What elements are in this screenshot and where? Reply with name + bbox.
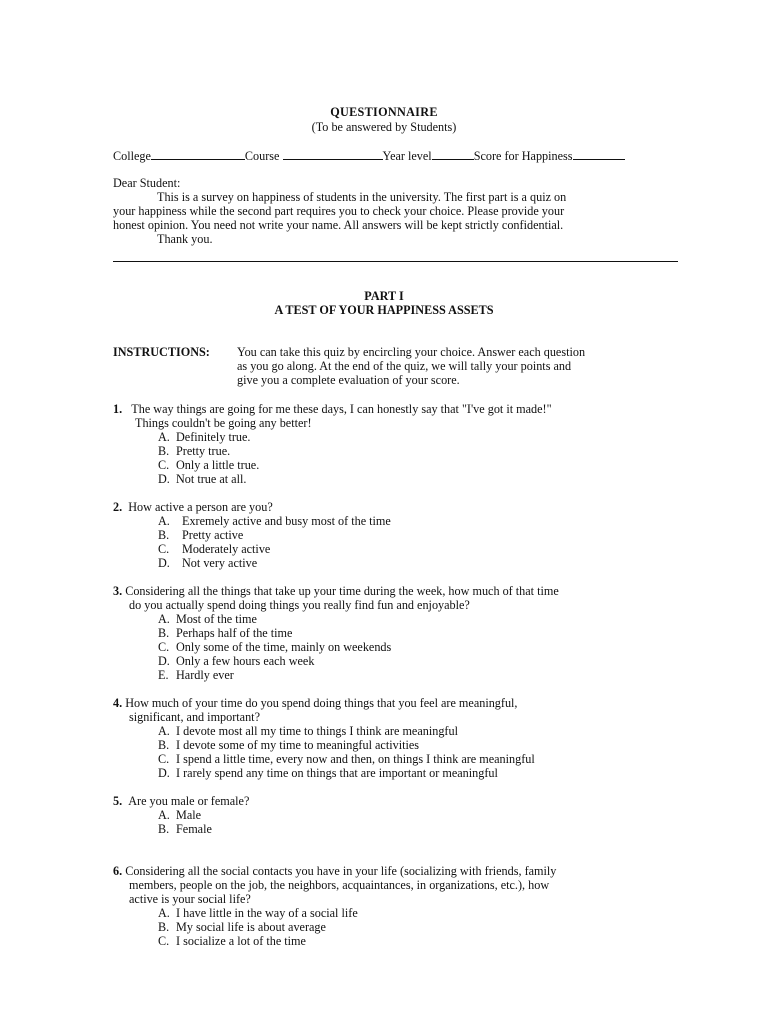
letter-salutation: Dear Student: [113, 176, 181, 190]
college-blank[interactable] [151, 148, 245, 160]
instructions-line: as you go along. At the end of the quiz, we will tally your points and [237, 359, 572, 373]
question-3 [113, 584, 678, 682]
question-text: Are you male or female? [128, 794, 250, 808]
answer-option[interactable]: D. I rarely spend any time on things that are important or meaningful [158, 766, 498, 780]
question-text: The way things are going for me these days, I can honestly say that "I've got it made!" [131, 402, 552, 416]
answer-options [113, 808, 678, 836]
answer-option[interactable]: B. Female [158, 822, 212, 836]
answer-option[interactable]: A. Male [158, 808, 202, 822]
answer-option[interactable]: D. Not very active [158, 556, 258, 570]
answer-option[interactable]: C. Only some of the time, mainly on weekends [158, 640, 392, 654]
question-4 [113, 696, 678, 780]
course-label: Course [244, 149, 280, 163]
question-text: How active a person are you? [128, 500, 273, 514]
answer-options [113, 514, 678, 570]
answer-option[interactable]: A. I devote most all my time to things I think are meaningful [158, 724, 458, 738]
question-text: active is your social life? [129, 892, 251, 906]
course-blank[interactable] [283, 148, 383, 160]
question-2 [113, 500, 678, 570]
answer-options [113, 430, 678, 486]
answer-option[interactable]: B. Pretty active [158, 528, 244, 542]
answer-option[interactable]: A. Most of the time [158, 612, 257, 626]
page-title: QUESTIONNAIRE [330, 105, 438, 119]
question-1 [113, 402, 678, 486]
question-number: 5. [113, 794, 123, 808]
answer-option[interactable]: B. Perhaps half of the time [158, 626, 293, 640]
cover-letter [113, 176, 678, 246]
answer-option[interactable]: E. Hardly ever [158, 668, 234, 682]
part-label: PART I [364, 289, 404, 303]
question-6 [113, 864, 678, 948]
question-5 [113, 794, 678, 836]
answer-option[interactable]: D. Not true at all. [158, 472, 247, 486]
question-text: members, people on the job, the neighbors, acquaintances, in organizations, etc.), how [129, 878, 550, 892]
score-blank[interactable] [573, 148, 625, 160]
question-number: 4. [113, 696, 123, 710]
question-number: 1. [113, 402, 123, 416]
year-level-label: Year level [382, 149, 432, 163]
answer-option[interactable]: C. Moderately active [158, 542, 271, 556]
question-text: Considering all the things that take up your time during the week, how much of that time [125, 584, 559, 598]
letter-body-line: your happiness while the second part requires you to check your choice. Please provide your [113, 204, 565, 218]
answer-option[interactable]: B. Pretty true. [158, 444, 231, 458]
college-label: College [113, 149, 151, 163]
question-text: do you actually spend doing things you really find fun and enjoyable? [129, 598, 470, 612]
answer-option[interactable]: B. My social life is about average [158, 920, 326, 934]
question-number: 6. [113, 864, 123, 878]
part-title: A TEST OF YOUR HAPPINESS ASSETS [274, 303, 494, 317]
student-info-fields [113, 148, 625, 163]
answer-options [113, 612, 678, 682]
page-subtitle: (To be answered by Students) [311, 120, 457, 134]
instructions-line: You can take this quiz by encircling your choice. Answer each question [237, 345, 586, 359]
instructions-label: INSTRUCTIONS: [113, 345, 210, 359]
answer-option[interactable]: C. I socialize a lot of the time [158, 934, 306, 948]
year-level-blank[interactable] [432, 148, 474, 160]
answer-option[interactable]: A. Definitely true. [158, 430, 251, 444]
answer-option[interactable]: A. I have little in the way of a social life [158, 906, 358, 920]
question-text: significant, and important? [129, 710, 260, 724]
letter-body-line: honest opinion. You need not write your name. All answers will be kept strictly confidential. [113, 218, 564, 232]
question-text: Considering all the social contacts you have in your life (socializing with friends, family [125, 864, 557, 878]
answer-option[interactable]: A. Exremely active and busy most of the time [158, 514, 391, 528]
answer-option[interactable]: B. I devote some of my time to meaningful activities [158, 738, 420, 752]
answer-options [113, 906, 678, 948]
instructions-line: give you a complete evaluation of your score. [237, 373, 460, 387]
instructions-text [237, 345, 677, 387]
answer-options [113, 724, 678, 780]
section-divider [113, 261, 678, 262]
question-number: 2. [113, 500, 123, 514]
question-number: 3. [113, 584, 123, 598]
letter-body-line: This is a survey on happiness of students in the university. The first part is a quiz on [157, 190, 567, 204]
letter-closing: Thank you. [157, 232, 213, 246]
question-text: Things couldn't be going any better! [135, 416, 312, 430]
answer-option[interactable]: C. Only a little true. [158, 458, 260, 472]
answer-option[interactable]: C. I spend a little time, every now and then, on things I think are meaningful [158, 752, 535, 766]
question-text: How much of your time do you spend doing things that you feel are meaningful, [125, 696, 518, 710]
score-label: Score for Happiness [473, 149, 573, 163]
answer-option[interactable]: D. Only a few hours each week [158, 654, 315, 668]
